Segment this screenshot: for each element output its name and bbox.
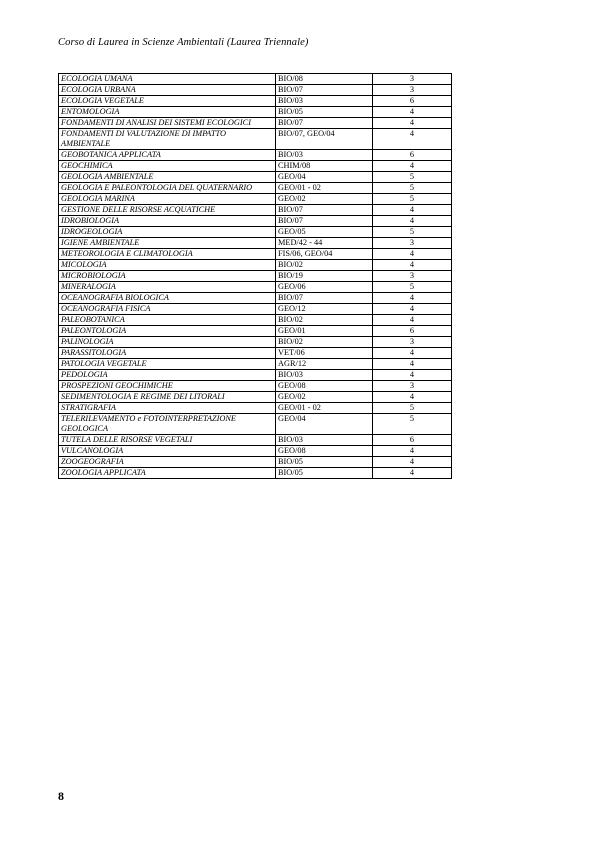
table-row bbox=[59, 161, 452, 172]
ssd-code-cell: CHIM/08 bbox=[276, 161, 373, 172]
credits-cell: 4 bbox=[373, 468, 452, 479]
table-row bbox=[59, 304, 452, 315]
credits-cell: 5 bbox=[373, 227, 452, 238]
ssd-code-cell: FIS/06, GEO/04 bbox=[276, 249, 373, 260]
credits-cell: 5 bbox=[373, 183, 452, 194]
credits-cell: 4 bbox=[373, 118, 452, 129]
ssd-code-cell: GEO/02 bbox=[276, 392, 373, 403]
ssd-code-cell: AGR/12 bbox=[276, 359, 373, 370]
ssd-code-cell: BIO/07, GEO/04 bbox=[276, 129, 373, 150]
table-row bbox=[59, 446, 452, 457]
table-row bbox=[59, 129, 452, 150]
table-row bbox=[59, 282, 452, 293]
credits-cell: 3 bbox=[373, 271, 452, 282]
ssd-code-cell: MED/42 - 44 bbox=[276, 238, 373, 249]
course-name-cell: ECOLOGIA UMANA bbox=[59, 74, 276, 85]
credits-cell: 6 bbox=[373, 96, 452, 107]
course-name-cell: GEOBOTANICA APPLICATA bbox=[59, 150, 276, 161]
ssd-code-cell: BIO/07 bbox=[276, 205, 373, 216]
table-row bbox=[59, 315, 452, 326]
ssd-code-cell: GEO/08 bbox=[276, 446, 373, 457]
credits-cell: 4 bbox=[373, 315, 452, 326]
course-name-cell: VULCANOLOGIA bbox=[59, 446, 276, 457]
course-name-cell: ENTOMOLOGIA bbox=[59, 107, 276, 118]
credits-cell: 4 bbox=[373, 370, 452, 381]
course-name-cell: IDROGEOLOGIA bbox=[59, 227, 276, 238]
credits-cell: 4 bbox=[373, 457, 452, 468]
course-name-cell: STRATIGRAFIA bbox=[59, 403, 276, 414]
table-row bbox=[59, 348, 452, 359]
course-name-cell: FONDAMENTI DI ANALISI DEI SISTEMI ECOLOGICI bbox=[59, 118, 276, 129]
table-row bbox=[59, 435, 452, 446]
course-name-cell: IDROBIOLOGIA bbox=[59, 216, 276, 227]
ssd-code-cell: BIO/03 bbox=[276, 435, 373, 446]
credits-cell: 4 bbox=[373, 249, 452, 260]
credits-cell: 5 bbox=[373, 414, 452, 435]
course-name-cell: GEOLOGIA AMBIENTALE bbox=[59, 172, 276, 183]
credits-cell: 5 bbox=[373, 403, 452, 414]
ssd-code-cell: GEO/02 bbox=[276, 194, 373, 205]
table-row bbox=[59, 194, 452, 205]
courses-table bbox=[58, 73, 452, 479]
course-name-cell: GEOLOGIA MARINA bbox=[59, 194, 276, 205]
course-name-cell: GESTIONE DELLE RISORSE ACQUATICHE bbox=[59, 205, 276, 216]
table-row bbox=[59, 172, 452, 183]
table-row bbox=[59, 249, 452, 260]
table-row bbox=[59, 205, 452, 216]
ssd-code-cell: VET/06 bbox=[276, 348, 373, 359]
credits-cell: 4 bbox=[373, 359, 452, 370]
course-name-cell: MICOLOGIA bbox=[59, 260, 276, 271]
table-row bbox=[59, 337, 452, 348]
course-name-cell: OCEANOGRAFIA FISICA bbox=[59, 304, 276, 315]
table-row bbox=[59, 118, 452, 129]
ssd-code-cell: BIO/02 bbox=[276, 260, 373, 271]
course-name-cell: MINERALOGIA bbox=[59, 282, 276, 293]
table-row bbox=[59, 392, 452, 403]
ssd-code-cell: GEO/12 bbox=[276, 304, 373, 315]
ssd-code-cell: BIO/07 bbox=[276, 118, 373, 129]
ssd-code-cell: BIO/05 bbox=[276, 468, 373, 479]
ssd-code-cell: BIO/05 bbox=[276, 107, 373, 118]
courses-table-body bbox=[59, 74, 452, 479]
page-number: 8 bbox=[58, 789, 64, 803]
course-name-cell: MICROBIOLOGIA bbox=[59, 271, 276, 282]
credits-cell: 4 bbox=[373, 392, 452, 403]
ssd-code-cell: BIO/02 bbox=[276, 337, 373, 348]
course-name-cell: PALINOLOGIA bbox=[59, 337, 276, 348]
table-row bbox=[59, 381, 452, 392]
ssd-code-cell: BIO/03 bbox=[276, 150, 373, 161]
table-row bbox=[59, 183, 452, 194]
table-row bbox=[59, 359, 452, 370]
credits-cell: 4 bbox=[373, 205, 452, 216]
ssd-code-cell: BIO/05 bbox=[276, 457, 373, 468]
ssd-code-cell: GEO/01 - 02 bbox=[276, 183, 373, 194]
credits-cell: 4 bbox=[373, 216, 452, 227]
course-name-cell: PALEONTOLOGIA bbox=[59, 326, 276, 337]
credits-cell: 4 bbox=[373, 304, 452, 315]
credits-cell: 6 bbox=[373, 150, 452, 161]
course-name-cell: TELERILEVAMENTO e FOTOINTERPRETAZIONE GEOLOGICA bbox=[59, 414, 276, 435]
credits-cell: 4 bbox=[373, 129, 452, 150]
running-header: Corso di Laurea in Scienze Ambientali (Laurea Triennale) bbox=[58, 37, 309, 48]
ssd-code-cell: BIO/19 bbox=[276, 271, 373, 282]
ssd-code-cell: GEO/05 bbox=[276, 227, 373, 238]
course-name-cell: IGIENE AMBIENTALE bbox=[59, 238, 276, 249]
credits-cell: 6 bbox=[373, 326, 452, 337]
table-row bbox=[59, 96, 452, 107]
course-name-cell: SEDIMENTOLOGIA E REGIME DEI LITORALI bbox=[59, 392, 276, 403]
ssd-code-cell: GEO/01 - 02 bbox=[276, 403, 373, 414]
ssd-code-cell: GEO/04 bbox=[276, 172, 373, 183]
table-row bbox=[59, 370, 452, 381]
credits-cell: 3 bbox=[373, 74, 452, 85]
table-row bbox=[59, 150, 452, 161]
credits-cell: 4 bbox=[373, 348, 452, 359]
credits-cell: 3 bbox=[373, 337, 452, 348]
course-name-cell: METEOROLOGIA E CLIMATOLOGIA bbox=[59, 249, 276, 260]
course-name-cell: ECOLOGIA URBANA bbox=[59, 85, 276, 96]
ssd-code-cell: BIO/07 bbox=[276, 216, 373, 227]
table-row bbox=[59, 326, 452, 337]
credits-cell: 4 bbox=[373, 293, 452, 304]
course-name-cell: FONDAMENTI DI VALUTAZIONE DI IMPATTO AMBIENTALE bbox=[59, 129, 276, 150]
table-row bbox=[59, 260, 452, 271]
table-row bbox=[59, 216, 452, 227]
credits-cell: 5 bbox=[373, 194, 452, 205]
credits-cell: 3 bbox=[373, 381, 452, 392]
credits-cell: 3 bbox=[373, 85, 452, 96]
course-name-cell: ZOOLOGIA APPLICATA bbox=[59, 468, 276, 479]
ssd-code-cell: BIO/07 bbox=[276, 293, 373, 304]
credits-cell: 5 bbox=[373, 282, 452, 293]
credits-cell: 4 bbox=[373, 260, 452, 271]
course-name-cell: TUTELA DELLE RISORSE VEGETALI bbox=[59, 435, 276, 446]
table-row bbox=[59, 271, 452, 282]
table-row bbox=[59, 414, 452, 435]
credits-cell: 6 bbox=[373, 435, 452, 446]
ssd-code-cell: BIO/07 bbox=[276, 85, 373, 96]
ssd-code-cell: GEO/06 bbox=[276, 282, 373, 293]
ssd-code-cell: BIO/02 bbox=[276, 315, 373, 326]
credits-cell: 4 bbox=[373, 446, 452, 457]
course-name-cell: ECOLOGIA VEGETALE bbox=[59, 96, 276, 107]
course-name-cell: GEOLOGIA E PALEONTOLOGIA DEL QUATERNARIO bbox=[59, 183, 276, 194]
ssd-code-cell: GEO/04 bbox=[276, 414, 373, 435]
course-name-cell: ZOOGEOGRAFIA bbox=[59, 457, 276, 468]
table-row bbox=[59, 468, 452, 479]
course-name-cell: PALEOBOTANICA bbox=[59, 315, 276, 326]
course-name-cell: PEDOLOGIA bbox=[59, 370, 276, 381]
ssd-code-cell: BIO/03 bbox=[276, 96, 373, 107]
course-name-cell: PARASSITOLOGIA bbox=[59, 348, 276, 359]
table-row bbox=[59, 107, 452, 118]
course-name-cell: OCEANOGRAFIA BIOLOGICA bbox=[59, 293, 276, 304]
credits-cell: 5 bbox=[373, 172, 452, 183]
ssd-code-cell: GEO/08 bbox=[276, 381, 373, 392]
table-row bbox=[59, 403, 452, 414]
course-name-cell: PROSPEZIONI GEOCHIMICHE bbox=[59, 381, 276, 392]
table-row bbox=[59, 74, 452, 85]
course-name-cell: PATOLOGIA VEGETALE bbox=[59, 359, 276, 370]
course-name-cell: GEOCHIMICA bbox=[59, 161, 276, 172]
credits-cell: 4 bbox=[373, 161, 452, 172]
table-row bbox=[59, 238, 452, 249]
table-row bbox=[59, 85, 452, 96]
ssd-code-cell: BIO/08 bbox=[276, 74, 373, 85]
ssd-code-cell: GEO/01 bbox=[276, 326, 373, 337]
ssd-code-cell: BIO/03 bbox=[276, 370, 373, 381]
credits-cell: 3 bbox=[373, 238, 452, 249]
table-row bbox=[59, 227, 452, 238]
credits-cell: 4 bbox=[373, 107, 452, 118]
table-row bbox=[59, 293, 452, 304]
table-row bbox=[59, 457, 452, 468]
